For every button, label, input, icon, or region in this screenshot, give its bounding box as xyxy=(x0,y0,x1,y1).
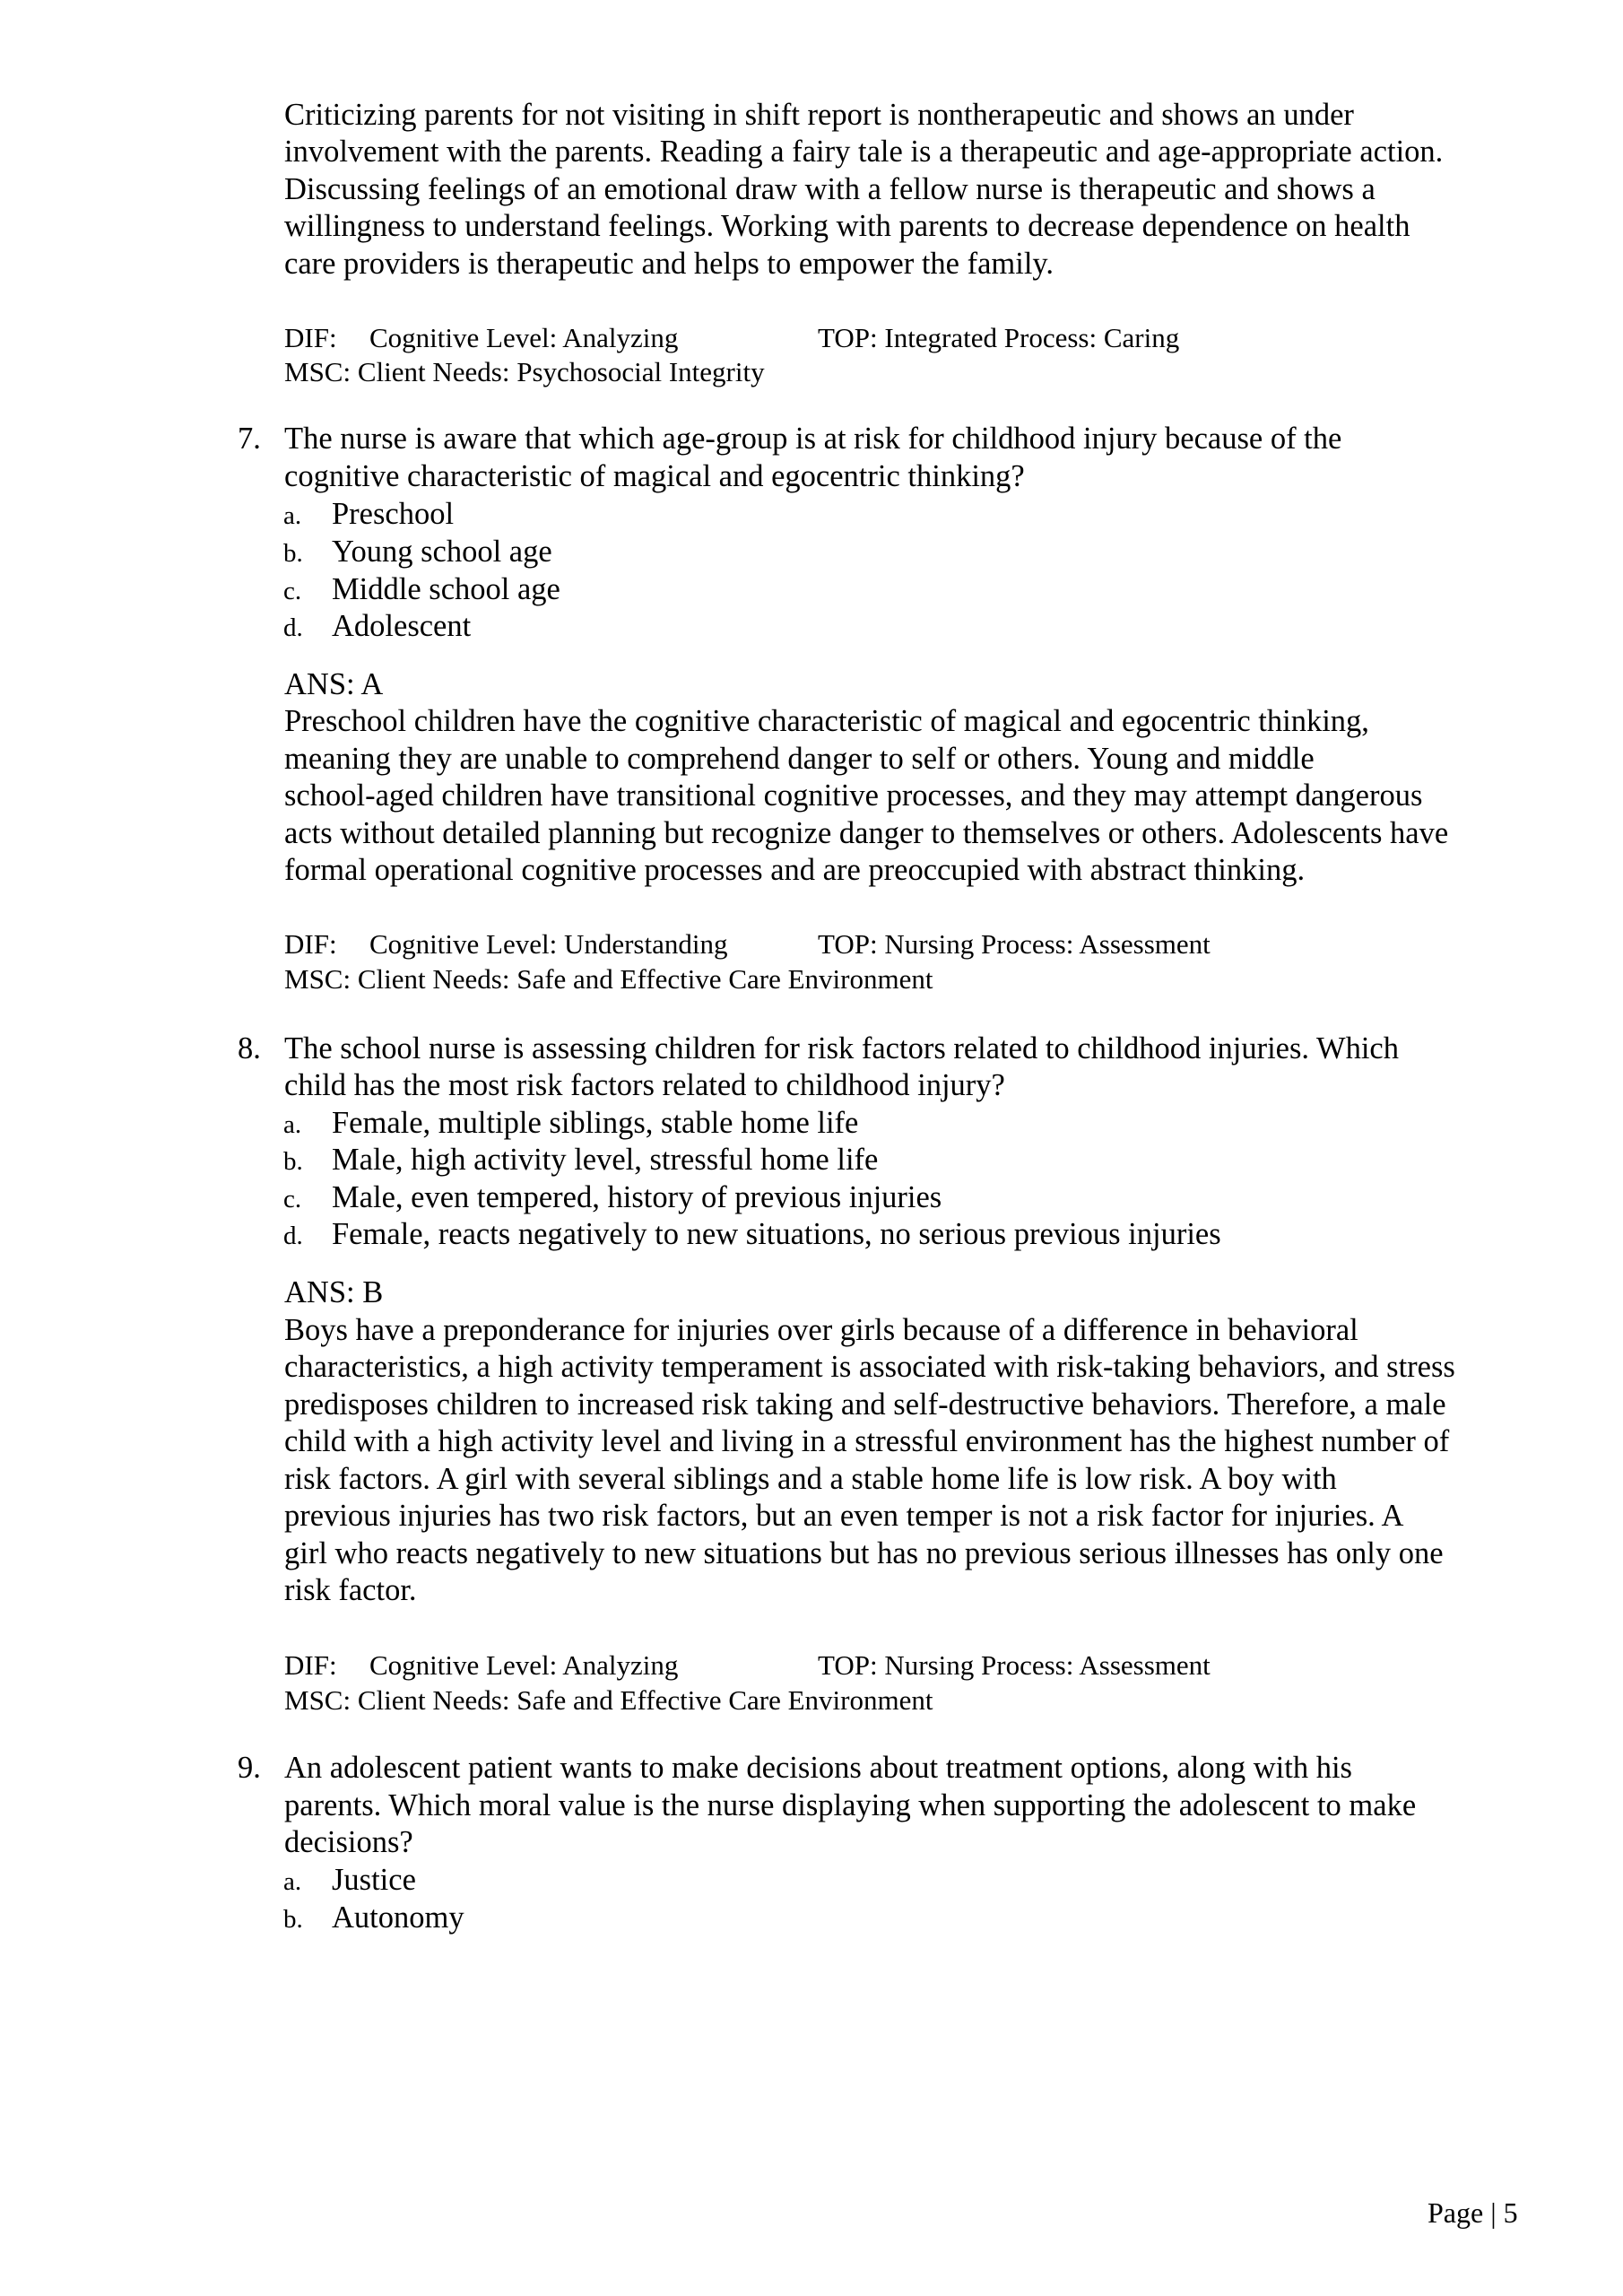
rationale-line: risk factor. xyxy=(284,1573,417,1607)
answer-key: ANS: A xyxy=(284,667,384,701)
page-number: Page | 5 xyxy=(1428,2196,1518,2229)
question-number: 8. xyxy=(238,1031,261,1065)
option-text: Autonomy xyxy=(332,1900,464,1935)
option-text: Middle school age xyxy=(332,572,560,606)
dif-value: Cognitive Level: Analyzing xyxy=(369,322,679,353)
rationale-line: Boys have a preponderance for injuries over girls because of a difference in behavioral xyxy=(284,1313,1358,1347)
rationale-line: involvement with the parents. Reading a fairy tale is a therapeutic and age-appropriate action. xyxy=(284,135,1444,169)
top-value: TOP: Nursing Process: Assessment xyxy=(818,1649,1211,1681)
question-stem-line: The school nurse is assessing children for risk factors related to childhood injuries. Which xyxy=(284,1031,1399,1065)
question-stem-line: The nurse is aware that which age-group is at risk for childhood injury because of the xyxy=(284,422,1342,456)
option-letter: c. xyxy=(283,1185,302,1213)
rationale-line: school-aged children have transitional cognitive processes, and they may attempt dangerous xyxy=(284,778,1423,813)
option-text: Adolescent xyxy=(332,609,472,643)
msc-value: MSC: Client Needs: Safe and Effective Care Environment xyxy=(284,1684,933,1716)
option-letter: a. xyxy=(283,1110,302,1139)
option-text: Male, even tempered, history of previous injuries xyxy=(332,1180,942,1214)
option-text: Preschool xyxy=(332,497,455,531)
question-stem-line: child has the most risk factors related to childhood injury? xyxy=(284,1068,1005,1102)
option-letter: b. xyxy=(283,1905,303,1934)
rationale-line: previous injuries has two risk factors, but an even temper is not a risk factor for injuries. A xyxy=(284,1499,1404,1533)
rationale-line: formal operational cognitive processes and are preoccupied with abstract thinking. xyxy=(284,853,1306,887)
rationale-line: child with a high activity level and living in a stressful environment has the highest number of xyxy=(284,1424,1450,1458)
rationale-line: care providers is therapeutic and helps to empower the family. xyxy=(284,247,1055,281)
dif-value: Cognitive Level: Understanding xyxy=(369,928,728,960)
option-text: Female, multiple siblings, stable home life xyxy=(332,1106,859,1140)
rationale-line: meaning they are unable to comprehend danger to self or others. Young and middle xyxy=(284,742,1315,776)
msc-value: MSC: Client Needs: Safe and Effective Care Environment xyxy=(284,963,933,995)
msc-value: MSC: Client Needs: Psychosocial Integrity xyxy=(284,356,765,387)
option-letter: d. xyxy=(283,613,303,642)
option-letter: c. xyxy=(283,577,302,605)
dif-value: Cognitive Level: Analyzing xyxy=(369,1649,679,1681)
top-value: TOP: Integrated Process: Caring xyxy=(818,322,1180,353)
question-number: 9. xyxy=(238,1751,261,1785)
rationale-line: Preschool children have the cognitive characteristic of magical and egocentric thinking, xyxy=(284,704,1369,738)
question-stem-line: cognitive characteristic of magical and egocentric thinking? xyxy=(284,459,1025,493)
option-letter: b. xyxy=(283,539,303,568)
dif-label: DIF: xyxy=(284,928,337,960)
option-text: Female, reacts negatively to new situations, no serious previous injuries xyxy=(332,1217,1221,1251)
rationale-line: willingness to understand feelings. Working with parents to decrease dependence on health xyxy=(284,209,1410,243)
option-text: Justice xyxy=(332,1863,416,1897)
answer-key: ANS: B xyxy=(284,1275,384,1309)
option-letter: d. xyxy=(283,1222,303,1250)
top-value: TOP: Nursing Process: Assessment xyxy=(818,928,1211,960)
option-letter: b. xyxy=(283,1147,303,1176)
rationale-line: Discussing feelings of an emotional draw with a fellow nurse is therapeutic and shows a xyxy=(284,172,1376,206)
question-stem-line: An adolescent patient wants to make decisions about treatment options, along with his xyxy=(284,1751,1352,1785)
rationale-line: girl who reacts negatively to new situations but has no previous serious illnesses has only one xyxy=(284,1536,1444,1570)
option-letter: a. xyxy=(283,501,302,530)
rationale-line: Criticizing parents for not visiting in shift report is nontherapeutic and shows an under xyxy=(284,98,1354,132)
question-stem-line: decisions? xyxy=(284,1825,413,1859)
rationale-line: predisposes children to increased risk taking and self-destructive behaviors. Therefore, a male xyxy=(284,1387,1446,1422)
option-text: Young school age xyxy=(332,535,552,569)
question-number: 7. xyxy=(238,422,261,456)
rationale-line: acts without detailed planning but recognize danger to themselves or others. Adolescents have xyxy=(284,816,1449,850)
question-stem-line: parents. Which moral value is the nurse displaying when supporting the adolescent to make xyxy=(284,1788,1417,1822)
option-text: Male, high activity level, stressful home life xyxy=(332,1143,879,1177)
option-letter: a. xyxy=(283,1867,302,1896)
dif-label: DIF: xyxy=(284,322,337,353)
rationale-line: risk factors. A girl with several siblings and a stable home life is low risk. A boy with xyxy=(284,1462,1337,1496)
rationale-line: characteristics, a high activity temperament is associated with risk-taking behaviors, and stress xyxy=(284,1350,1455,1384)
dif-label: DIF: xyxy=(284,1649,337,1681)
